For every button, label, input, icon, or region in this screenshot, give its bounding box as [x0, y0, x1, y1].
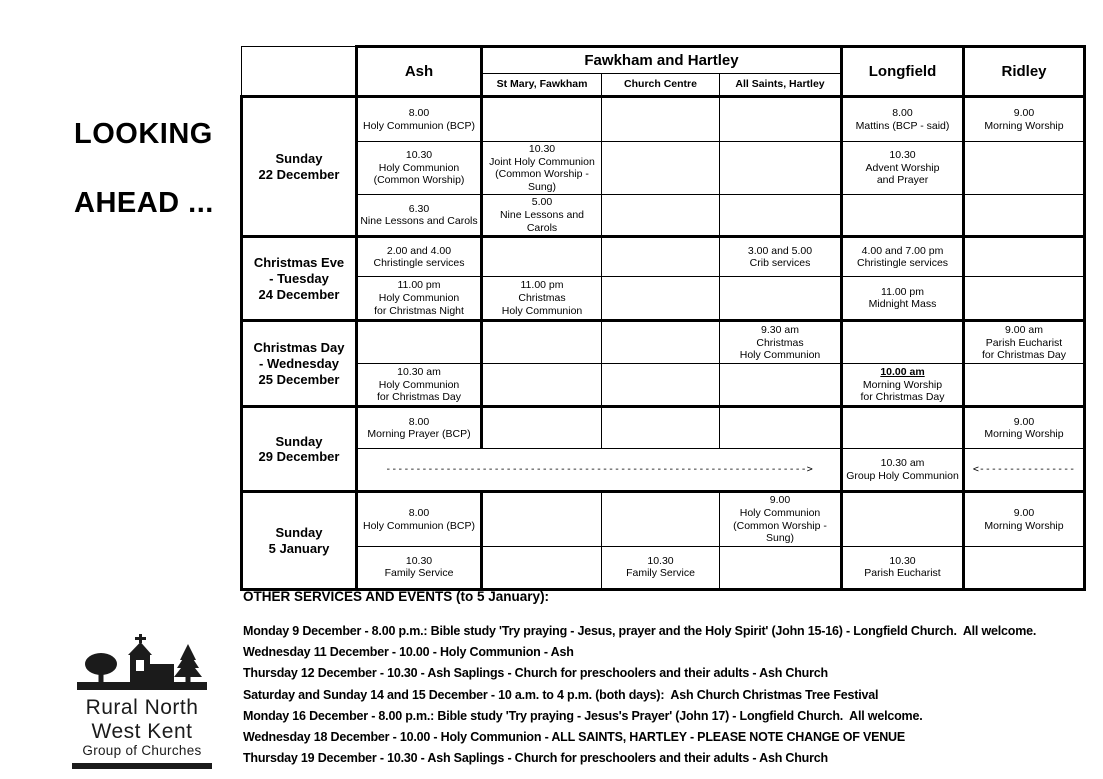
service-cell	[842, 492, 964, 546]
service-cell	[720, 142, 842, 195]
service-cell: 9.00 am Parish Eucharist for Christmas Day	[964, 321, 1085, 364]
schedule-table	[240, 45, 1086, 591]
service-cell	[720, 97, 842, 142]
tree-icon	[85, 653, 117, 682]
service-cell	[602, 142, 720, 195]
service-cell: 10.00 am Morning Worship for Christmas Day	[842, 364, 964, 407]
church-icon	[128, 634, 174, 682]
service-cell	[482, 321, 602, 364]
service-cell: 2.00 and 4.00 Christingle services	[357, 237, 482, 277]
service-cell: 11.00 pm Christmas Holy Communion	[482, 277, 602, 321]
arrow-left-icon: <----------------	[972, 463, 1076, 475]
event-line: Thursday 19 December - 10.30 - Ash Saplings - Church for preschoolers and their adults - Ash Church	[243, 751, 828, 766]
service-cell: 10.30 Family Service	[602, 546, 720, 589]
service-cell	[842, 407, 964, 449]
column-header-churchcentre: Church Centre	[602, 74, 720, 97]
service-cell	[602, 364, 720, 407]
service-cell: 5.00 Nine Lessons and Carols	[482, 195, 602, 237]
service-cell: 11.00 pm Holy Communion for Christmas Night	[357, 277, 482, 321]
event-line: Monday 16 December - 8.00 p.m.: Bible study 'Try praying - Jesus's Prayer' (John 17) - Longfield Church. All welcome.	[243, 708, 923, 723]
service-cell	[482, 97, 602, 142]
logo-art-icon	[74, 634, 210, 691]
logo-bottom-bar	[72, 763, 212, 769]
date-cell-22-december: Sunday 22 December	[242, 97, 357, 237]
service-cell: 9.00 Morning Worship	[964, 97, 1085, 142]
service-cell	[964, 546, 1085, 589]
service-cell: 8.00 Holy Communion (BCP)	[357, 97, 482, 142]
logo-text-line2: West Kent	[91, 719, 193, 743]
service-cell	[357, 321, 482, 364]
date-cell-5-january: Sunday 5 January	[242, 492, 357, 589]
page-title-line2: AHEAD ...	[74, 187, 214, 219]
service-cell	[602, 407, 720, 449]
logo-text-line3: Group of Churches	[82, 743, 202, 759]
column-header-ridley: Ridley	[964, 47, 1085, 97]
service-cell: 10.30 am Holy Communion for Christmas Day	[357, 364, 482, 407]
column-header-ash: Ash	[357, 47, 482, 97]
date-cell-24-december: Christmas Eve - Tuesday 24 December	[242, 237, 357, 321]
service-cell	[842, 321, 964, 364]
service-cell: 9.00 Holy Communion (Common Worship - Sung)	[720, 492, 842, 546]
service-cell	[720, 546, 842, 589]
arrow-right-icon: ---------------------------------------------------------------------->	[385, 463, 813, 475]
service-cell	[482, 364, 602, 407]
column-header-allsaints: All Saints, Hartley	[720, 74, 842, 97]
service-cell	[720, 407, 842, 449]
arrow-left-cell	[964, 449, 1085, 492]
event-line: Saturday and Sunday 14 and 15 December - 10 a.m. to 4 p.m. (both days): Ash Church Christmas Tree Festival	[243, 687, 879, 702]
service-cell	[842, 195, 964, 237]
service-cell	[964, 195, 1085, 237]
column-header-stmary: St Mary, Fawkham	[482, 74, 602, 97]
header-spacer	[242, 47, 357, 97]
service-cell: 11.00 pm Midnight Mass	[842, 277, 964, 321]
service-cell	[964, 142, 1085, 195]
service-cell	[602, 97, 720, 142]
service-cell: 6.30 Nine Lessons and Carols	[357, 195, 482, 237]
service-cell: 10.30 Family Service	[357, 546, 482, 589]
service-cell: 8.00 Holy Communion (BCP)	[357, 492, 482, 546]
page-title-line1: LOOKING	[74, 118, 213, 150]
date-cell-25-december: Christmas Day - Wednesday 25 December	[242, 321, 357, 407]
service-cell: 9.00 Morning Worship	[964, 492, 1085, 546]
logo-ground-bar	[77, 682, 207, 690]
service-cell: 4.00 and 7.00 pm Christingle services	[842, 237, 964, 277]
service-cell: 8.00 Morning Prayer (BCP)	[357, 407, 482, 449]
service-cell: 10.30 Holy Communion (Common Worship)	[357, 142, 482, 195]
service-cell: 10.30 Advent Worship and Prayer	[842, 142, 964, 195]
service-cell	[482, 237, 602, 277]
service-cell	[720, 364, 842, 407]
service-cell	[720, 277, 842, 321]
page-title	[74, 118, 214, 220]
service-cell	[602, 321, 720, 364]
other-services-heading: OTHER SERVICES AND EVENTS (to 5 January):	[243, 589, 550, 604]
service-cell	[602, 492, 720, 546]
service-cell	[602, 237, 720, 277]
service-cell: 8.00 Mattins (BCP - said)	[842, 97, 964, 142]
service-cell	[602, 195, 720, 237]
arrow-right-cell	[357, 449, 842, 492]
other-services-section	[243, 589, 1101, 769]
service-cell: 10.30 Joint Holy Communion (Common Worship - Sung)	[482, 142, 602, 195]
column-group-header-fawkham-hartley: Fawkham and Hartley	[482, 47, 842, 74]
pine-tree-icon	[174, 644, 202, 682]
service-cell	[482, 407, 602, 449]
date-cell-29-december: Sunday 29 December	[242, 407, 357, 492]
service-cell	[602, 277, 720, 321]
column-header-longfield: Longfield	[842, 47, 964, 97]
service-cell	[720, 195, 842, 237]
event-line: Thursday 12 December - 10.30 - Ash Saplings - Church for preschoolers and their adults - Ash Church	[243, 666, 828, 681]
service-cell: 10.30 am Group Holy Communion	[842, 449, 964, 492]
service-cell: 9.00 Morning Worship	[964, 407, 1085, 449]
service-cell	[964, 364, 1085, 407]
event-line: Wednesday 11 December - 10.00 - Holy Communion - Ash	[243, 645, 574, 660]
service-cell	[482, 492, 602, 546]
logo-text-line1: Rural North	[85, 696, 199, 719]
service-cell: 3.00 and 5.00 Crib services	[720, 237, 842, 277]
service-cell: 9.30 am Christmas Holy Communion	[720, 321, 842, 364]
event-line: Monday 9 December - 8.00 p.m.: Bible study 'Try praying - Jesus, prayer and the Holy Spirit' (John 15-16) - Longfield Church. All welcome.	[243, 624, 1037, 638]
service-cell	[964, 237, 1085, 277]
church-group-logo	[72, 634, 212, 769]
event-line: Wednesday 18 December - 10.00 - Holy Communion - ALL SAINTS, HARTLEY - PLEASE NOTE CHANGE OF VENUE	[243, 730, 906, 745]
service-cell	[482, 546, 602, 589]
service-cell	[964, 277, 1085, 321]
service-cell: 10.30 Parish Eucharist	[842, 546, 964, 589]
